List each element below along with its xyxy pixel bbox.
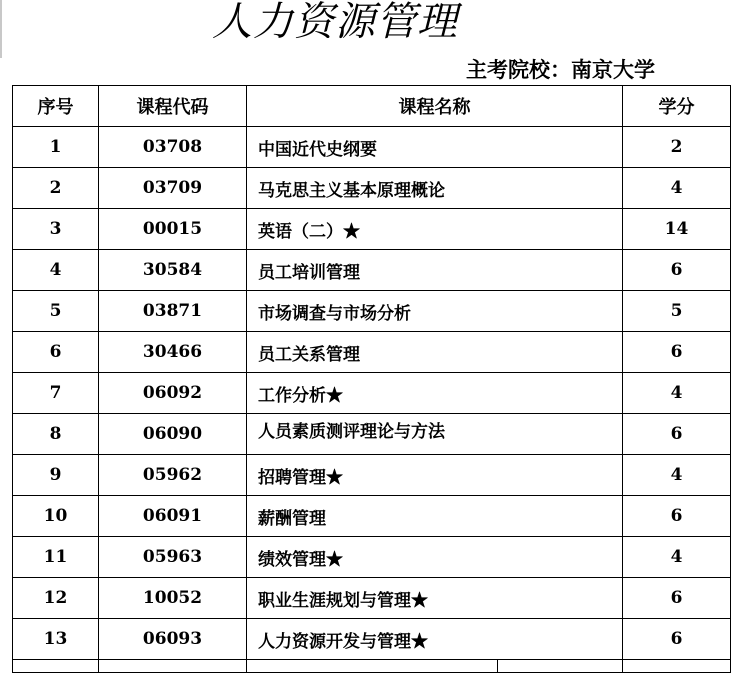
- table-row: [13, 496, 731, 537]
- row-name: [247, 414, 623, 455]
- row-code: 10052: [99, 578, 247, 619]
- row-code: 03871: [99, 291, 247, 332]
- row-name: 绩效管理★: [247, 537, 623, 578]
- row-name: 员工培训管理: [247, 250, 623, 291]
- row-code: 06093: [99, 619, 247, 660]
- table-row: [13, 209, 731, 250]
- header-num: 序号: [13, 86, 99, 127]
- row-num: 11: [13, 537, 99, 578]
- row-credit: [623, 660, 731, 673]
- row-credit: 4: [623, 455, 731, 496]
- document-title: 人力资源管理: [212, 0, 458, 45]
- row-num: 2: [13, 168, 99, 209]
- table-row: [13, 455, 731, 496]
- row-name: 人力资源开发与管理★: [247, 619, 623, 660]
- row-code: 06090: [99, 414, 247, 455]
- table-row: [13, 127, 731, 168]
- row-code: 30584: [99, 250, 247, 291]
- row-num: 8: [13, 414, 99, 455]
- table-row: [13, 250, 731, 291]
- table-header-row: [13, 86, 731, 127]
- table-row: [13, 332, 731, 373]
- row-code: 05962: [99, 455, 247, 496]
- row-code: 00015: [99, 209, 247, 250]
- page-edge: [0, 0, 2, 58]
- row-num: 7: [13, 373, 99, 414]
- table-row: [13, 537, 731, 578]
- row-name: 工作分析★: [247, 373, 623, 414]
- row-num: 3: [13, 209, 99, 250]
- row-num: 6: [13, 332, 99, 373]
- row-credit: 14: [623, 209, 731, 250]
- row-num: [13, 660, 99, 673]
- table-row: [13, 291, 731, 332]
- row-code: 03708: [99, 127, 247, 168]
- row-name: 员工关系管理: [247, 332, 623, 373]
- row-name: 中国近代史纲要: [247, 127, 623, 168]
- course-table: [12, 85, 731, 673]
- row-num: 9: [13, 455, 99, 496]
- row-credit: 2: [623, 127, 731, 168]
- table-row: [13, 578, 731, 619]
- row-credit: 4: [623, 537, 731, 578]
- table-row-partial: [13, 660, 731, 673]
- table-row: [13, 373, 731, 414]
- row-code: 05963: [99, 537, 247, 578]
- table-row: [13, 619, 731, 660]
- header-code: 课程代码: [99, 86, 247, 127]
- course-rows: [13, 127, 731, 673]
- row-name: 马克思主义基本原理概论: [247, 168, 623, 209]
- row-code: 06092: [99, 373, 247, 414]
- row-name: 招聘管理★: [247, 455, 623, 496]
- row-name: 职业生涯规划与管理★: [247, 578, 623, 619]
- row-credit: 4: [623, 168, 731, 209]
- row-num: 4: [13, 250, 99, 291]
- row-code: 06091: [99, 496, 247, 537]
- row-credit: 6: [623, 332, 731, 373]
- row-code: 03709: [99, 168, 247, 209]
- row-num: 12: [13, 578, 99, 619]
- header-name: 课程名称: [247, 86, 623, 127]
- row-name: [247, 660, 623, 673]
- table-row: [13, 168, 731, 209]
- row-name: 英语（二）★: [247, 209, 623, 250]
- row-name: 市场调查与市场分析: [247, 291, 623, 332]
- row-name-text: 人员素质测评理论与方法: [258, 422, 445, 442]
- row-num: 13: [13, 619, 99, 660]
- row-credit: 6: [623, 496, 731, 537]
- row-num: 1: [13, 127, 99, 168]
- row-code: 30466: [99, 332, 247, 373]
- row-credit: 6: [623, 578, 731, 619]
- row-code: [99, 660, 247, 673]
- row-num: 10: [13, 496, 99, 537]
- row-credit: 5: [623, 291, 731, 332]
- row-credit: 4: [623, 373, 731, 414]
- row-name: 薪酬管理: [247, 496, 623, 537]
- row-credit: 6: [623, 414, 731, 455]
- table-row: [13, 414, 731, 455]
- examining-school: 主考院校：南京大学: [466, 57, 655, 82]
- row-num: 5: [13, 291, 99, 332]
- header-credit: 学分: [623, 86, 731, 127]
- row-credit: 6: [623, 250, 731, 291]
- row-credit: 6: [623, 619, 731, 660]
